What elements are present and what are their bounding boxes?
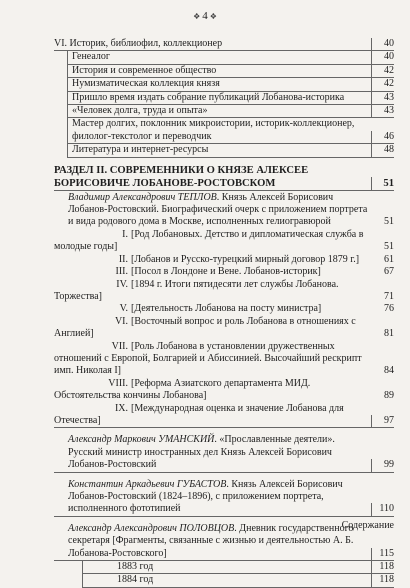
toc-subentry[interactable]: Литература и интернет-ресурсы 48 — [68, 144, 394, 157]
ornament-right: ❖ — [209, 12, 217, 21]
toc-entry-umansky[interactable]: Александр Маркович УМАНСКИЙ. «Прославленные деятели». Русский министр иностранных дел Князь Алексей Борисович Лобанов-Ростовский 99 — [54, 434, 394, 472]
toc-subentry[interactable]: История и современное общество 42 — [68, 65, 394, 78]
entry-title: . «Прославленные деятели». Русский министр иностранных дел Князь Алексей Борисович Лобанов-Ростовский — [68, 434, 335, 471]
author-name: Александр Маркович УМАНСКИЙ — [68, 434, 215, 446]
author-name: Александр Александрович ПОЛОВЦОВ — [68, 522, 235, 534]
page-number: ❖ 4 ❖ — [193, 10, 217, 22]
chapter-item[interactable]: I. [Род Лобановых. Детство и дипломатическая служба в молодые годы] 51 — [54, 228, 394, 253]
toc-subentry[interactable]: Нумизматическая коллекция князя 42 — [68, 78, 394, 91]
table-of-contents — [54, 38, 394, 588]
chapter-list-teplov — [54, 229, 394, 429]
chapter-item[interactable]: IV. [1894 г. Итоги пятидесяти лет службы Лобанова. Торжества] 71 — [54, 278, 394, 302]
year-entry[interactable]: 1884 год 118 — [83, 574, 394, 587]
entry-title: . Князь Алексей Борисович Лобанов-Ростовский. Биографический очерк с приложением портрета и вида родового дома в Москве, исполненных гелиогравюрой — [68, 191, 368, 228]
section-heading[interactable]: РАЗДЕЛ II. СОВРЕМЕННИКИ О КНЯЗЕ АЛЕКСЕЕ БОРИСОВИЧЕ ЛОБАНОВЕ-РОСТОВСКОМ 51 — [54, 164, 394, 189]
toc-entry-polovtsov[interactable]: Александр Александрович ПОЛОВЦОВ. Дневник государственного секретаря [Фрагменты, связанные с жизнью и деятельностью А. Б. Лобанова-Ростовского] 115 — [54, 523, 394, 561]
toc-subentry[interactable]: Генеалог 40 — [68, 51, 394, 64]
chapter-item[interactable]: VI. [Восточный вопрос и роль Лобанова в отношениях с Англией] 81 — [54, 315, 394, 340]
chapter-item[interactable]: II. [Лобанов и Русско-турецкий мирный договор 1879 г.] 61 — [118, 253, 394, 265]
entry-title: . Князь Алексей Борисович Лобанов-Ростовский (1824–1896), с приложением портрета, исполненного фототипией — [68, 478, 343, 515]
toc-entry-vi[interactable]: VI. Историк, библиофил, коллекционер 40 — [54, 38, 394, 51]
subsection-list-vi — [67, 51, 394, 157]
author-name: Константин Аркадьевич ГУБАСТОВ — [68, 478, 227, 490]
footer-label: Содержание — [341, 520, 394, 531]
toc-subentry[interactable]: Пришло время издать собрание публикаций Лобанова-историка 43 — [68, 92, 394, 105]
chapter-item[interactable]: VIII. [Реформа Азиатского департамента МИД. Обстоятельства кончины Лобанова] 89 — [54, 377, 394, 402]
entry-title: . Дневник государственного секретаря [Фрагменты, связанные с жизнью и деятельностью А. Б. Лобанова-Ростовского] — [68, 522, 354, 559]
toc-subentry[interactable]: «Человек долга, труда и опыта» 43 — [68, 105, 394, 118]
toc-entry-teplov[interactable]: Владимир Александрович ТЕПЛОВ. Князь Алексей Борисович Лобанов-Ростовский. Биографический очерк с приложением портрета и вида родового дома в Москве, исполненных гелиогравюрой 51 — [68, 191, 394, 228]
toc-subentry[interactable]: Мастер долгих, поклонник микроистории, историк-коллекционер, филолог-текстолог и переводчик 46 — [68, 118, 394, 144]
year-entry[interactable]: 1883 год 118 — [83, 561, 394, 574]
chapter-item[interactable]: IX. [Международная оценка и значение Лобанова для Отечества] 97 — [54, 403, 394, 429]
chapter-item[interactable]: VII. [Роль Лобанова в установлении дружественных отношений с Европой, Болгарией и Абиссинией. Высочайший рескрипт имп. Николая I] 84 — [54, 340, 394, 377]
toc-entry-gubastov[interactable]: Константин Аркадьевич ГУБАСТОВ. Князь Алексей Борисович Лобанов-Ростовский (1824–1896), с приложением портрета, исполненного фототипией 110 — [54, 479, 394, 517]
year-list-polovtsov — [82, 561, 394, 588]
ornament-left: ❖ — [193, 12, 201, 21]
chapter-item[interactable]: V. [Деятельность Лобанова на посту министра] 76 — [119, 303, 394, 315]
author-name: Владимир Александрович ТЕПЛОВ — [68, 191, 217, 203]
chapter-item[interactable]: III. [Посол в Лондоне и Вене. Лобанов-историк] 67 — [115, 266, 394, 278]
